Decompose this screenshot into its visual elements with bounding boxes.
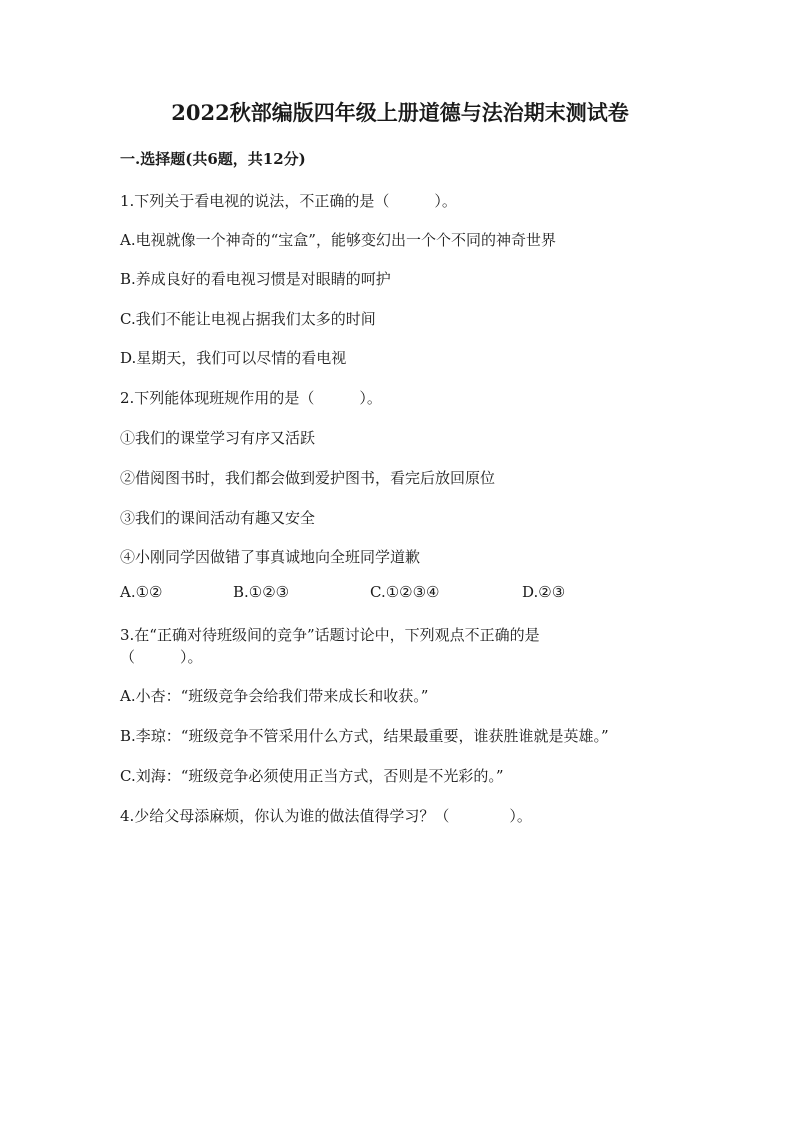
q1-option-d: D.星期天，我们可以尽情的看电视 <box>120 349 347 367</box>
q1-option-a: A.电视就像一个神奇的“宝盒”，能够变幻出一个个不同的神奇世界 <box>120 231 556 249</box>
q3-option-c: C.刘海：“班级竞争必须使用正当方式，否则是不光彩的。” <box>120 767 504 785</box>
q2-option-a: A.①② <box>120 583 163 601</box>
q2-option-b: B.①②③ <box>233 583 290 601</box>
q4-stem: 4.少给父母添麻烦，你认为谁的做法值得学习？（ ）。 <box>120 807 532 825</box>
q1-option-c: C.我们不能让电视占据我们太多的时间 <box>120 310 376 328</box>
q3-stem-line2: （ ）。 <box>120 648 203 666</box>
q2-option-d: D.②③ <box>522 583 566 601</box>
section-heading: 一.选择题(共6题，共12分) <box>120 150 306 168</box>
q2-option-c: C.①②③④ <box>370 583 440 601</box>
q3-stem-line1: 3.在“正确对待班级间的竞争”话题讨论中，下列观点不正确的是 <box>120 626 540 644</box>
q3-option-a: A.小杏：“班级竞争会给我们带来成长和收获。” <box>120 687 429 705</box>
q1-stem: 1.下列关于看电视的说法，不正确的是（ ）。 <box>120 192 457 210</box>
page-title: 2022秋部编版四年级上册道德与法治期末测试卷 <box>171 100 629 125</box>
q2-statement-2: ②借阅图书时，我们都会做到爱护图书，看完后放回原位 <box>120 469 496 487</box>
q2-statement-1: ①我们的课堂学习有序又活跃 <box>120 429 316 447</box>
q2-stem: 2.下列能体现班规作用的是（ ）。 <box>120 389 382 407</box>
q2-statement-3: ③我们的课间活动有趣又安全 <box>120 509 316 527</box>
q2-statement-4: ④小刚同学因做错了事真诚地向全班同学道歉 <box>120 548 421 566</box>
q3-option-b: B.李琼：“班级竞争不管采用什么方式，结果最重要，谁获胜谁就是英雄。” <box>120 727 609 745</box>
q1-option-b: B.养成良好的看电视习惯是对眼睛的呵护 <box>120 270 391 288</box>
